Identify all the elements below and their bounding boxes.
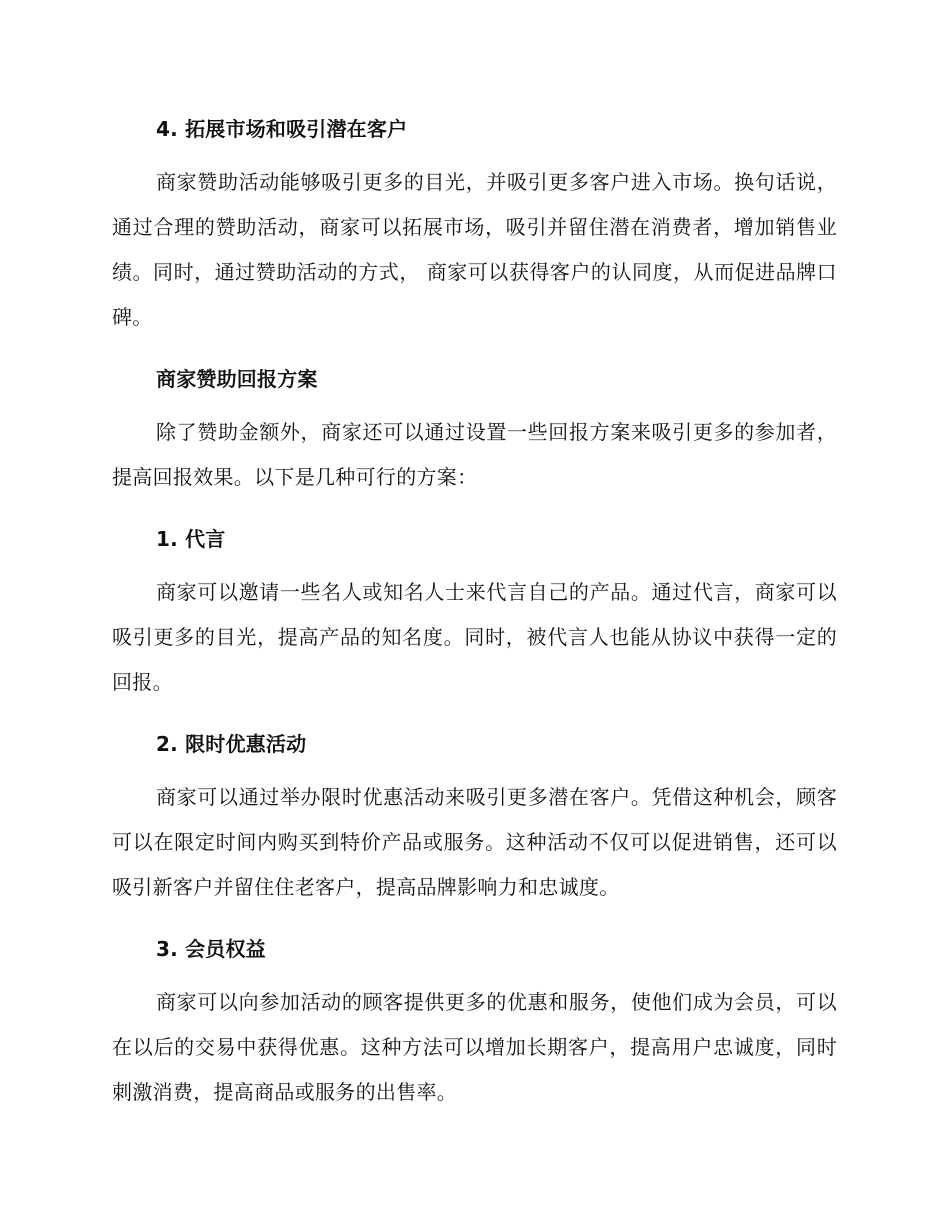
section-paragraph-market-expansion: 商家赞助活动能够吸引更多的目光，并吸引更多客户进入市场。换句话说，通过合理的赞助活动，商家可以拓展市场，吸引并留住潜在消费者，增加销售业绩。同时，通过赞助活动的方式， 商家可以获得客户的认同度，从而促进品牌口碑。 [112,170,837,329]
section-heading-market-expansion: 4. 拓展市场和吸引潜在客户 [156,117,408,141]
section-paragraph-sponsor-rewards: 除了赞助金额外，商家还可以通过设置一些回报方案来吸引更多的参加者，提高回报效果。以下是几种可行的方案： [112,420,837,489]
section-heading-membership: 3. 会员权益 [156,937,266,961]
section-paragraph-endorsement: 商家可以邀请一些名人或知名人士来代言自己的产品。通过代言，商家可以吸引更多的目光，提高产品的知名度。同时，被代言人也能从协议中获得一定的回报。 [112,580,837,694]
document-body [112,112,837,1115]
section-heading-sponsor-rewards: 商家赞助回报方案 [156,367,318,391]
section-paragraph-limited-offer: 商家可以通过举办限时优惠活动来吸引更多潜在客户。凭借这种机会，顾客可以在限定时间内购买到特价产品或服务。这种活动不仅可以促进销售，还可以吸引新客户并留住住老客户，提高品牌影响力和忠诚度。 [112,785,837,899]
section-paragraph-membership: 商家可以向参加活动的顾客提供更多的优惠和服务，使他们成为会员，可以在以后的交易中获得优惠。这种方法可以增加长期客户，提高用户忠诚度，同时刺激消费，提高商品或服务的出售率。 [112,990,837,1104]
section-heading-limited-offer: 2. 限时优惠活动 [156,732,307,756]
section-heading-endorsement: 1. 代言 [156,527,226,551]
